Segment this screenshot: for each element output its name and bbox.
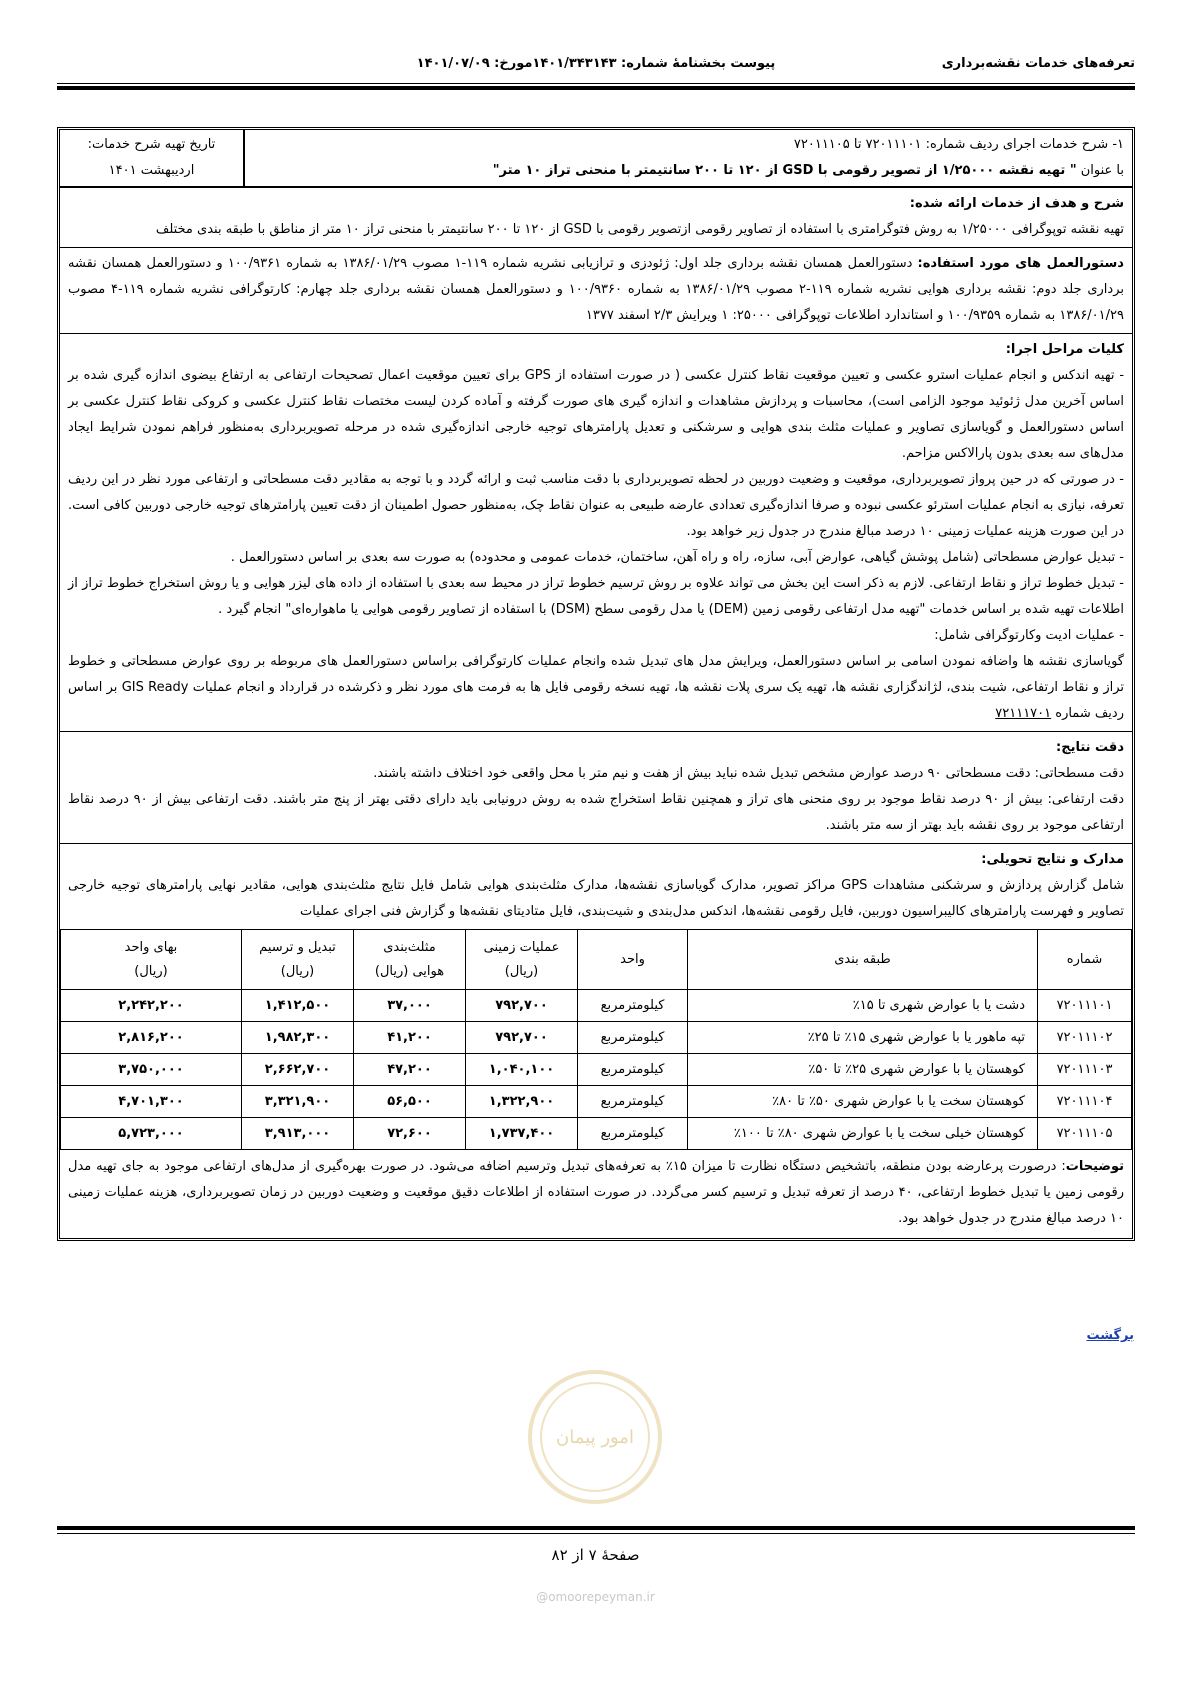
cell-unit-price: ۳,۷۵۰,۰۰۰ [61, 1054, 242, 1086]
steps-paragraph-3: - تبدیل عوارض مسطحاتی (شامل پوشش گیاهی، عوارض آبی، سازه، راه و راه آهن، ساختمان، خدمات عمومی و محدوده) به صورت سه بعدی بر اساس دستورالعمل . [230, 550, 1124, 565]
steps-paragraph-5: - عملیات ادیت وکارتوگرافی شامل: [934, 628, 1124, 643]
deliverables-section [60, 844, 1132, 929]
cell-aerial: ۴۷,۲۰۰ [354, 1054, 466, 1086]
service-title-row [60, 130, 1132, 188]
seal-logo-text: امور پیمان [556, 1426, 634, 1448]
cell-ground: ۱,۰۴۰,۱۰۰ [466, 1054, 578, 1086]
service-rows-range: ۱- شرح خدمات اجرای ردیف شماره: ۷۲۰۱۱۱۰۱ تا ۷۲۰۱۱۱۰۵ [793, 137, 1124, 152]
preparation-date-cell [60, 130, 245, 186]
instructions-heading: دستورالعمل های مورد استفاده: [917, 256, 1124, 271]
cell-classification: تپه ماهور یا با عوارض شهری ۱۵٪ تا ۲۵٪ [688, 1022, 1038, 1054]
cell-aerial: ۷۲,۶۰۰ [354, 1118, 466, 1150]
cell-unit-price: ۲,۲۴۲,۲۰۰ [61, 990, 242, 1022]
header-title: تعرفه‌های خدمات نقشه‌برداری [941, 56, 1135, 71]
footer-rule-thin [57, 1533, 1135, 1534]
description-text: تهیه نقشه توپوگرافی ۱/۲۵۰۰۰ به روش فتوگرامتری با استفاده از تصاویر رقومی ازتصویر رقومی با GSD از ۱۲۰ تا ۲۰۰ سانتیمتر با منحنی تراز ۱۰ متر از مناطق با طبقه بندی مختلف [155, 222, 1124, 237]
cell-classification: کوهستان سخت یا با عوارض شهری ۵۰٪ تا ۸۰٪ [688, 1086, 1038, 1118]
steps-heading: کلیات مراحل اجرا: [1005, 342, 1124, 357]
cell-ground: ۷۹۲,۷۰۰ [466, 990, 578, 1022]
footer-rule-thick [57, 1526, 1135, 1530]
deliverables-text: شامل گزارش پردازش و سرشکنی مشاهدات GPS مراکز تصویر، مدارک گویاسازی نقشه‌ها، مدارک مثلث‌بندی هوایی شامل فایل نتایج مثلث‌بندی هوایی، مقادیر نهایی پارامترهای توجیه خارجی تصاویر و فهرست پارامترهای کالیبراسیون دوربین، فایل رقومی نقشه‌ها، اندکس مدل‌بندی و شیت‌بندی، فایل متادیتای نقشه‌ها و گزارش فنی اجرای عملیات [68, 878, 1124, 919]
cell-unit: کیلومترمربع [578, 1022, 688, 1054]
table-row [61, 990, 1132, 1022]
page-number: صفحهٔ ۷ از ۸۲ [551, 1546, 640, 1564]
header-attachment-info: پیوست بخشنامهٔ شماره: ۱۴۰۱/۳۴۳۱۴۳مورخ: ۱۴۰۱/۰۷/۰۹ [416, 56, 776, 71]
table-row [61, 1054, 1132, 1086]
steps-paragraph-6: گویاسازی نقشه ها واضافه نمودن اسامی بر اساس دستورالعمل، ویرایش مدل های تبدیل شده وانجام عملیات کارتوگرافی براساس دستورالعمل های مربوطه بر روی عوارض مسطحاتی و خطوط تراز و نقاط ارتفاعی، شیت بندی، لژاندگزاری نقشه ها، تهیه یک سری پلات نقشه ها، تهیه نسخه رقومی فایل ها به فرمت های مورد نظر و ذکرشده در قرارداد و انجام عملیات GIS Ready بر اساس ردیف شماره ۷۲۱۱۱۷۰۱ [68, 654, 1124, 721]
notes-text: : درصورت پرعارضه بودن منطقه، باتشخیص دستگاه نظارت تا میزان ۱۵٪ به تعرفه‌های تبدیل وترسیم اضافه می‌شود. در صورت بهره‌گیری از مدل‌های ارتفاعی موجود به جای تهیه مدل رقومی زمین یا تبدیل خطوط ارتفاعی، ۴۰ درصد از تعرفه تبدیل و ترسیم کسر می‌گردد. در صورت استفاده از اطلاعات دقیق موقعیت و وضعیت دوربین در زمان تصویربرداری، هزینه عملیات زمینی ۱۰ درصد مبالغ مندرج در جدول خواهد بود. [68, 1159, 1124, 1226]
cell-aerial: ۵۶,۵۰۰ [354, 1086, 466, 1118]
cell-classification: کوهستان یا با عوارض شهری ۲۵٪ تا ۵۰٪ [688, 1054, 1038, 1086]
notes-section [60, 1150, 1132, 1238]
header-unit: واحد [578, 930, 688, 990]
cell-unit: کیلومترمربع [578, 1118, 688, 1150]
cell-conversion: ۱,۹۸۲,۳۰۰ [242, 1022, 354, 1054]
cell-conversion: ۱,۴۱۲,۵۰۰ [242, 990, 354, 1022]
service-title [245, 130, 1132, 186]
accuracy-section [60, 732, 1132, 844]
page-header [57, 56, 1135, 80]
header-rule-thin [57, 83, 1135, 84]
cell-unit: کیلومترمربع [578, 1086, 688, 1118]
header-ground-operations: عملیات زمینی (ریال) [466, 930, 578, 990]
notes-heading: توضیحات [1065, 1159, 1124, 1174]
cell-ground: ۱,۳۲۲,۹۰۰ [466, 1086, 578, 1118]
cell-ground: ۱,۷۳۷,۴۰۰ [466, 1118, 578, 1150]
table-row [61, 1086, 1132, 1118]
header-classification: طبقه بندی [688, 930, 1038, 990]
cell-unit: کیلومترمربع [578, 990, 688, 1022]
cell-number: ۷۲۰۱۱۱۰۳ [1038, 1054, 1132, 1086]
cell-number: ۷۲۰۱۱۱۰۱ [1038, 990, 1132, 1022]
steps-section [60, 334, 1132, 732]
altimetric-accuracy: دقت ارتفاعی: بیش از ۹۰ درصد نقاط موجود بر روی منحنی های تراز و همچنین نقاط استخراج شده به روش درونیابی باید دارای دقتی بهتر از پنج متر باشند. دقت ارتفاعی بیش از ۹۰ درصد نقاط ارتفاعی موجود بر روی نقشه باید بهتر از سه متر باشند. [68, 792, 1124, 833]
cell-classification: دشت یا با عوارض شهری تا ۱۵٪ [688, 990, 1038, 1022]
watermark-seal [528, 1370, 662, 1504]
cell-number: ۷۲۰۱۱۱۰۲ [1038, 1022, 1132, 1054]
service-name: با عنوان " تهیه نقشه ۱/۲۵۰۰۰ از تصویر رقومی با GSD از ۱۲۰ تا ۲۰۰ سانتیمتر با منحنی تراز ۱۰ متر" [492, 163, 1124, 178]
steps-paragraph-4: - تبدیل خطوط تراز و نقاط ارتفاعی. لازم به ذکر است این بخش می تواند علاوه بر روش ترسیم خطوط تراز در محیط سه بعدی با استفاده از داده های لیزر هوایی و یا روش استخراج خطوط تراز از اطلاعات تهیه شده بر اساس خدمات "تهیه مدل ارتفاعی رقومی زمین (DEM) یا مدل رقومی سطح (DSM) با استفاده از تصاویر رقومی هوایی یا ماهواره‌ای" انجام گیرد . [68, 576, 1124, 617]
steps-paragraph-1: - تهیه اندکس و انجام عملیات استرو عکسی و تعیین موقعیت نقاط کنترل عکسی ( در صورت استفاده از GPS برای تعیین موقعیت اعمال تصحیحات ارتفاعی به ارتفاع بیضوی اندازه گیری شده بر اساس آخرین مدل ژئوئید موجود الزامی است)، محاسبات و پردازش مشاهدات و اندازه گیری های صورت گرفته و آماده کردن لیست مختصات نقاط کنترل عکسی و کروکی نقاط کنترل عکسی بر اساس دستورالعمل و گویاسازی تصاویر و عملیات مثلث بندی هوایی و سرشکنی و تعدیل پارامترهای توجیه خارجی اندازه‌گیری شده در مرحله تصویربرداری به‌منظور فراهم نمودن شرایط ایجاد مدل‌های سه بعدی بدون پارالاکس مزاحم. [68, 368, 1125, 461]
table-row [61, 1022, 1132, 1054]
back-link[interactable]: برگشت [1086, 1328, 1134, 1343]
site-watermark: @omoorepeyman.ir [536, 1590, 655, 1604]
cell-number: ۷۲۰۱۱۱۰۴ [1038, 1086, 1132, 1118]
cell-number: ۷۲۰۱۱۱۰۵ [1038, 1118, 1132, 1150]
planimetric-accuracy: دقت مسطحاتی: دقت مسطحاتی ۹۰ درصد عوارض مشخص تبدیل شده نباید بیش از هفت و نیم متر با محل واقعی خود اختلاف داشته باشند. [373, 766, 1124, 781]
deliverables-heading: مدارک و نتایج تحویلی: [981, 852, 1124, 867]
table-header-row [61, 930, 1132, 990]
cell-classification: کوهستان خیلی سخت یا با عوارض شهری ۸۰٪ تا ۱۰۰٪ [688, 1118, 1038, 1150]
header-number: شماره [1038, 930, 1132, 990]
rates-table [60, 929, 1132, 1150]
header-conversion-drafting: تبدیل و ترسیم (ریال) [242, 930, 354, 990]
description-heading: شرح و هدف از خدمات ارائه شده: [909, 196, 1124, 211]
preparation-date-label: تاریخ تهیه شرح خدمات: [87, 137, 216, 152]
cell-unit-price: ۲,۸۱۶,۲۰۰ [61, 1022, 242, 1054]
header-aerial-triangulation: مثلث‌بندی هوایی (ریال) [354, 930, 466, 990]
steps-paragraph-2: - در صورتی که در حین پرواز تصویربرداری، موقعیت و وضعیت دوربین در لحظه تصویربرداری با دقت مناسب ثبت و ارائه گردد و با توجه به مقادیر دقت مسطحاتی و ارتفاعی مورد نظر در این ردیف تعرفه، نیازی به انجام عملیات استرئو عکسی نبوده و صرفا اندازه‌گیری تعدادی عارضه طبیعی به عنوان نقاط چک، به‌منظور حصول اطمینان از دقت تعیین پارامترهای توجیه خارجی دوربین کافی است. در این صورت هزینه عملیات زمینی ۱۰ درصد مبالغ مندرج در جدول زیر خواهد بود. [67, 472, 1124, 539]
cell-unit-price: ۴,۷۰۱,۳۰۰ [61, 1086, 242, 1118]
row-number-link[interactable]: ۷۲۱۱۱۷۰۱ [995, 706, 1052, 721]
description-section [60, 188, 1132, 248]
preparation-date-value: اردیبهشت ۱۴۰۱ [108, 163, 195, 178]
header-unit-price: بهای واحد (ریال) [61, 930, 242, 990]
cell-unit: کیلومترمربع [578, 1054, 688, 1086]
instructions-section [60, 248, 1132, 334]
accuracy-heading: دقت نتایج: [1056, 740, 1124, 755]
cell-aerial: ۳۷,۰۰۰ [354, 990, 466, 1022]
cell-aerial: ۴۱,۲۰۰ [354, 1022, 466, 1054]
cell-conversion: ۳,۳۲۱,۹۰۰ [242, 1086, 354, 1118]
service-description-frame [57, 127, 1135, 1241]
header-rule-thick [57, 86, 1135, 90]
cell-conversion: ۳,۹۱۳,۰۰۰ [242, 1118, 354, 1150]
cell-ground: ۷۹۲,۷۰۰ [466, 1022, 578, 1054]
instructions-text: دستورالعمل همسان نقشه برداری جلد اول: ژئودزی و ترازیابی نشریه شماره ۱۱۹-۱ مصوب ۱۳۸۶/۰۱/۲۹ به شماره ۱۰۰/۹۳۶۱ و دستورالعمل همسان نقشه برداری جلد دوم: نقشه برداری هوایی نشریه شماره ۱۱۹-۲ مصوب ۱۳۸۶/۰۱/۲۹ به شماره ۱۰۰/۹۳۶۰ و دستورالعمل همسان نقشه برداری جلد چهارم: کارتوگرافی نشریه شماره ۱۱۹-۴ مصوب ۱۳۸۶/۰۱/۲۹ به شماره ۱۰۰/۹۳۵۹ و استاندارد اطلاعات توپوگرافی ۲۵۰۰۰: ۱ ویرایش ۲/۳ اسفند ۱۳۷۷ [68, 256, 1124, 323]
cell-conversion: ۲,۶۶۲,۷۰۰ [242, 1054, 354, 1086]
table-row [61, 1118, 1132, 1150]
cell-unit-price: ۵,۷۲۳,۰۰۰ [61, 1118, 242, 1150]
